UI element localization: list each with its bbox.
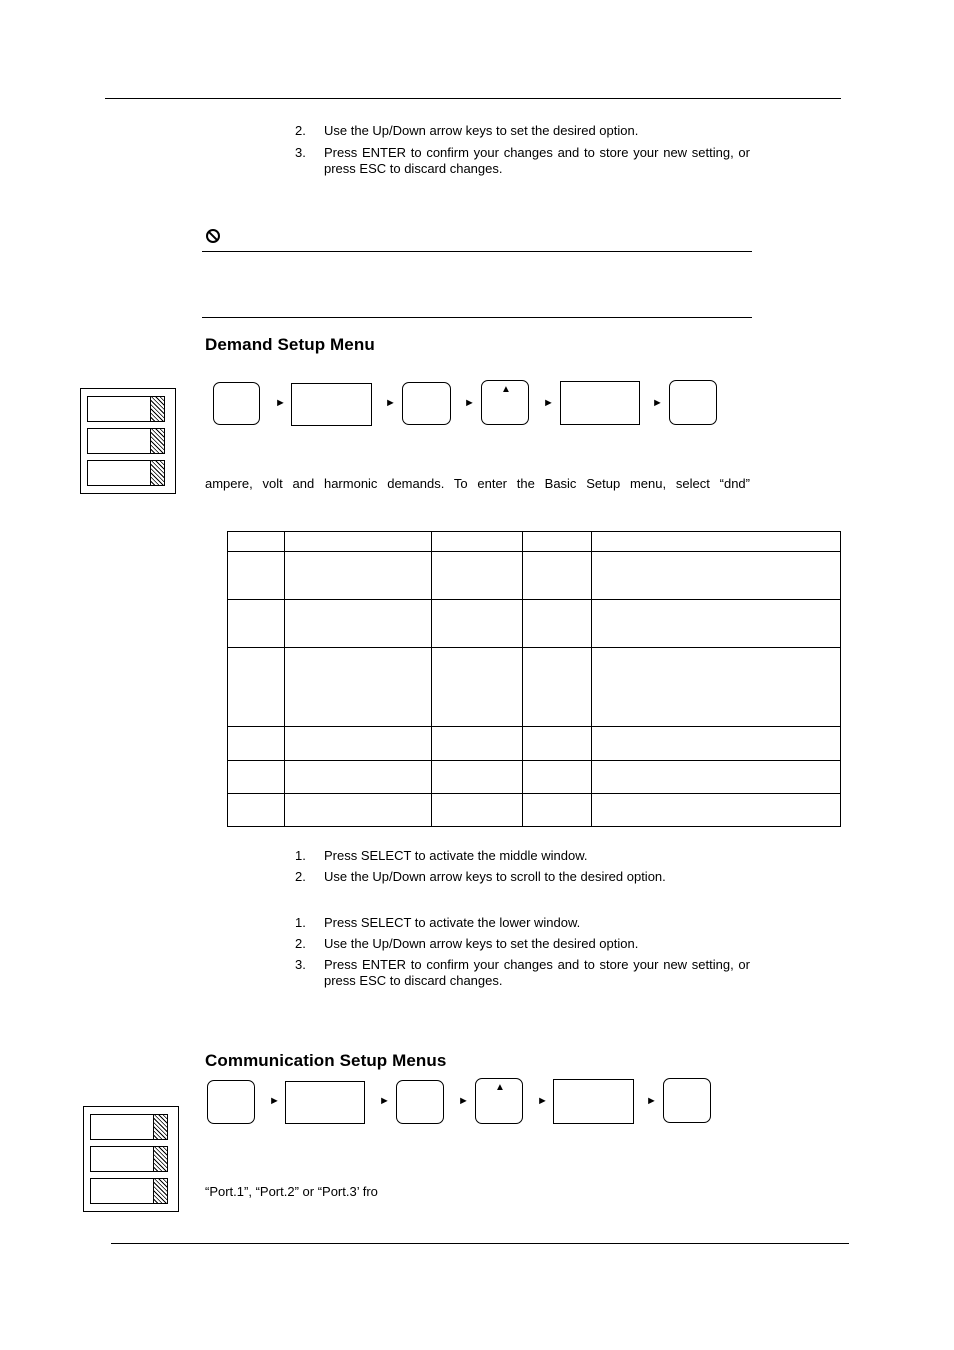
arrow-up-icon: ▲ [495, 1082, 505, 1093]
arrow-right-icon: ► [379, 1095, 390, 1107]
table-cell [523, 600, 592, 648]
note-top-rule [202, 251, 752, 252]
table-cell [592, 793, 841, 826]
key-button [396, 1080, 444, 1124]
key-button [663, 1078, 711, 1123]
table-row [228, 552, 841, 600]
table-cell [285, 532, 432, 552]
display-box [291, 383, 372, 426]
table-cell [523, 726, 592, 760]
table-row [228, 726, 841, 760]
list-item [295, 915, 750, 931]
table-cell [228, 648, 285, 726]
key-button [669, 380, 717, 425]
table-cell [228, 600, 285, 648]
prohibited-icon [205, 228, 221, 244]
key-button [402, 382, 451, 425]
list-number: 1. [295, 848, 306, 863]
table-cell [228, 760, 285, 793]
list-item [295, 123, 750, 139]
arrow-right-icon: ► [385, 397, 396, 409]
list-item [295, 936, 750, 952]
display-window-middle [90, 1146, 168, 1172]
table-cell [523, 760, 592, 793]
note-bottom-rule [202, 317, 752, 318]
table-cell [432, 726, 523, 760]
display-box [285, 1081, 365, 1124]
table-cell [432, 793, 523, 826]
table-cell [285, 648, 432, 726]
display-window-upper [87, 396, 165, 422]
arrow-right-icon: ► [646, 1095, 657, 1107]
list-number: 2. [295, 123, 306, 138]
table-cell [285, 726, 432, 760]
table-cell [592, 760, 841, 793]
list-item [295, 145, 750, 177]
list-number: 1. [295, 915, 306, 930]
display-panel-icon [83, 1106, 179, 1212]
arrow-up-icon: ▲ [501, 384, 511, 395]
arrow-right-icon: ► [537, 1095, 548, 1107]
table-cell [523, 552, 592, 600]
arrow-right-icon: ► [458, 1095, 469, 1107]
table-cell [432, 532, 523, 552]
table-header-row [228, 532, 841, 552]
list-text: Press SELECT to activate the lower window. [324, 915, 581, 930]
display-window-middle [87, 428, 165, 454]
table-cell [432, 760, 523, 793]
list-text: Press ENTER to confirm your changes and to store your new setting, or press ESC to discard changes. [324, 145, 750, 176]
section-heading-demand: Demand Setup Menu [205, 335, 375, 354]
body-text: ampere, volt and harmonic demands. To enter the Basic Setup menu, select “dnd” [205, 476, 750, 491]
table-cell [432, 648, 523, 726]
table-cell [432, 552, 523, 600]
list-number: 2. [295, 936, 306, 951]
table-cell [228, 532, 285, 552]
section-heading-communication: Communication Setup Menus [205, 1051, 447, 1070]
table-cell [592, 726, 841, 760]
table-cell [228, 726, 285, 760]
list-number: 3. [295, 145, 306, 160]
list-text: Use the Up/Down arrow keys to set the desired option. [324, 123, 639, 138]
up-key-button [475, 1078, 523, 1124]
table-row [228, 760, 841, 793]
table-cell [592, 648, 841, 726]
display-panel-icon [80, 388, 176, 494]
demand-options-table [227, 531, 841, 827]
display-window-lower [87, 460, 165, 486]
list-number: 2. [295, 869, 306, 884]
arrow-right-icon: ► [464, 397, 475, 409]
list-item [295, 869, 750, 885]
table-row [228, 600, 841, 648]
arrow-right-icon: ► [275, 397, 286, 409]
table-cell [285, 793, 432, 826]
footer-rule [111, 1243, 849, 1244]
arrow-right-icon: ► [543, 397, 554, 409]
display-window-upper [90, 1114, 168, 1140]
header-rule [105, 98, 841, 99]
display-box [560, 381, 640, 425]
display-window-lower [90, 1178, 168, 1204]
body-text: “Port.1”, “Port.2” or “Port.3’ fro [205, 1184, 378, 1199]
list-item [295, 957, 750, 989]
table-cell [592, 532, 841, 552]
table-cell [592, 552, 841, 600]
table-cell [432, 600, 523, 648]
table-cell [523, 793, 592, 826]
up-key-button [481, 380, 529, 425]
key-button [207, 1080, 255, 1124]
table-row [228, 793, 841, 826]
list-text: Use the Up/Down arrow keys to set the desired option. [324, 936, 639, 951]
table-cell [228, 793, 285, 826]
display-box [553, 1079, 634, 1124]
key-button [213, 382, 260, 425]
list-number: 3. [295, 957, 306, 972]
list-text: Use the Up/Down arrow keys to scroll to the desired option. [324, 869, 666, 884]
list-item [295, 848, 750, 864]
table-row [228, 648, 841, 726]
arrow-right-icon: ► [652, 397, 663, 409]
table-cell [285, 760, 432, 793]
table-cell [285, 600, 432, 648]
list-text: Press SELECT to activate the middle window. [324, 848, 588, 863]
list-text: Press ENTER to confirm your changes and to store your new setting, or press ESC to discard changes. [324, 957, 750, 988]
table-cell [592, 600, 841, 648]
table-cell [285, 552, 432, 600]
arrow-right-icon: ► [269, 1095, 280, 1107]
table-cell [228, 552, 285, 600]
table-cell [523, 532, 592, 552]
table-cell [523, 648, 592, 726]
